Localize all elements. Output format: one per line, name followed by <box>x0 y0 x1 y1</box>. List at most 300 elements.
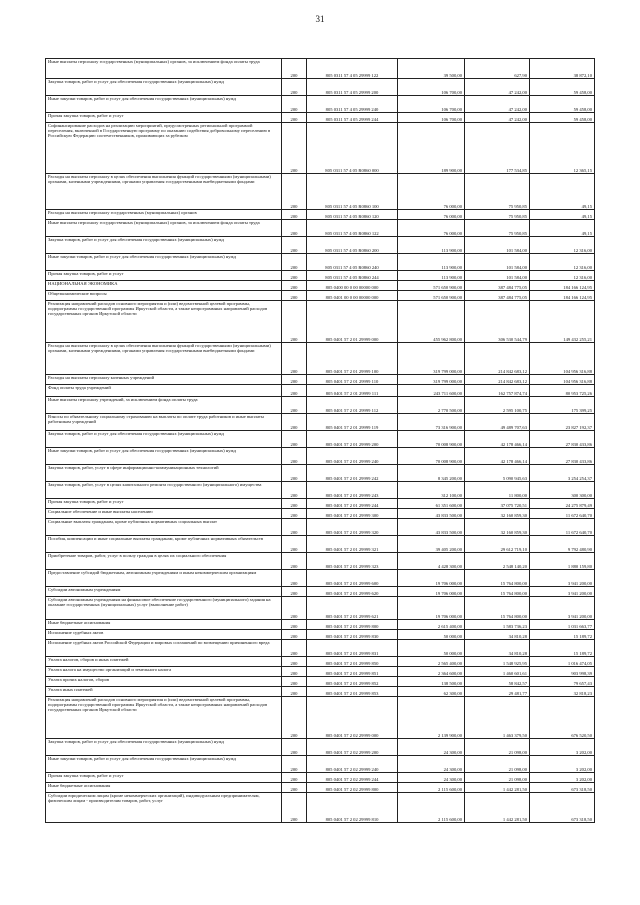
row-code: 200 <box>282 552 307 569</box>
row-code: 200 <box>282 414 307 431</box>
row-approved-amount: 4 428 300,00 <box>398 552 465 569</box>
row-unexecuted-amount: 11 672 640,70 <box>530 518 595 535</box>
table-row <box>46 518 595 535</box>
row-executed-amount: 29 612 719,10 <box>465 535 530 552</box>
row-approved-amount: 2 770 500,00 <box>398 397 465 414</box>
row-unexecuted-amount: 3 202,00 <box>530 738 595 755</box>
row-executed-amount: 387 484 775,05 <box>465 290 530 300</box>
row-code: 200 <box>282 697 307 739</box>
table-row <box>46 792 595 822</box>
row-approved-amount: 2 139 900,00 <box>398 697 465 739</box>
row-classification-code: 805 0401 57 2 01 29999 831 <box>307 640 398 657</box>
row-name: Исполнение судебных актов <box>46 630 282 640</box>
row-code: 200 <box>282 342 307 374</box>
row-classification-code: 805 0401 57 2 02 29999 240 <box>307 755 398 772</box>
row-executed-amount: 214 842 683,12 <box>465 342 530 374</box>
row-name: Закупка товаров, работ, услуг в целях капитального ремонта государственного (муниципального) имущества <box>46 482 282 499</box>
row-approved-amount: 70 008 900,00 <box>398 448 465 465</box>
row-classification-code: 805 0401 57 2 01 29999 200 <box>307 431 398 448</box>
table-row <box>46 586 595 596</box>
row-approved-amount: 61 351 600,00 <box>398 499 465 509</box>
row-code: 200 <box>282 397 307 414</box>
row-name: Прочая закупка товаров, работ и услуг <box>46 271 282 281</box>
table-row <box>46 112 595 122</box>
row-name: Реализация направлений расходов основного мероприятия и (или) ведомственной целевой программы, подпрограммы государственной программы Иркутской области, а также непрограммных направлений расходов государственных органов Иркутской области <box>46 697 282 739</box>
row-executed-amount: 15 764 800,00 <box>465 569 530 586</box>
row-executed-amount: 37 075 720,51 <box>465 499 530 509</box>
row-unexecuted-amount: 104 956 316,88 <box>530 342 595 374</box>
row-unexecuted-amount: 11 672 640,70 <box>530 508 595 518</box>
table-row <box>46 738 595 755</box>
row-executed-amount: 1 463 379,50 <box>465 697 530 739</box>
row-executed-amount: 32 160 859,30 <box>465 518 530 535</box>
row-unexecuted-amount: 673 318,50 <box>530 792 595 822</box>
table-row <box>46 657 595 667</box>
row-code: 200 <box>282 448 307 465</box>
row-executed-amount: 47 242,00 <box>465 78 530 95</box>
table-row <box>46 596 595 620</box>
row-name: Закупка товаров, работ, услуг в сфере информационно-коммуникационных технологий <box>46 465 282 482</box>
row-executed-amount: 75 950,85 <box>465 174 530 210</box>
row-code: 200 <box>282 59 307 79</box>
row-name: Приобретение товаров, работ, услуг в пользу граждан в целях их социального обеспечения <box>46 552 282 569</box>
row-classification-code: 805 0401 57 2 01 29999 110 <box>307 374 398 384</box>
row-unexecuted-amount: 3 202,00 <box>530 772 595 782</box>
row-classification-code: 805 0401 57 2 01 29999 853 <box>307 687 398 697</box>
row-name: Уплата иных платежей <box>46 687 282 697</box>
row-approved-amount: 70 008 900,00 <box>398 431 465 448</box>
row-classification-code: 805 0401 57 2 01 29999 111 <box>307 384 398 397</box>
row-approved-amount: 319 799 000,00 <box>398 374 465 384</box>
row-approved-amount: 113 900,00 <box>398 271 465 281</box>
row-executed-amount: 42 178 466,14 <box>465 448 530 465</box>
table-row <box>46 755 595 772</box>
row-name: Закупка товаров, работ и услуг для обеспечения государственных (муниципальных) нужд <box>46 78 282 95</box>
table-row <box>46 499 595 509</box>
row-unexecuted-amount: 12 316,00 <box>530 254 595 271</box>
table-row <box>46 397 595 414</box>
row-unexecuted-amount: 23 827 192,37 <box>530 414 595 431</box>
row-code: 200 <box>282 122 307 174</box>
table-row <box>46 782 595 792</box>
table-row <box>46 465 595 482</box>
table-row <box>46 482 595 499</box>
row-approved-amount: 43 833 500,00 <box>398 508 465 518</box>
row-approved-amount: 455 962 800,00 <box>398 300 465 342</box>
row-name: Иные закупки товаров, работ и услуг для обеспечения государственных (муниципальных) нужд <box>46 95 282 112</box>
row-name: Иные закупки товаров, работ и услуг для обеспечения государственных (муниципальных) нужд <box>46 755 282 772</box>
row-executed-amount: 32 160 859,30 <box>465 508 530 518</box>
row-classification-code: 805 0401 57 2 01 29999 621 <box>307 596 398 620</box>
row-approved-amount: 24 300,00 <box>398 738 465 755</box>
row-classification-code: 805 0401 57 2 01 29999 852 <box>307 677 398 687</box>
table-row <box>46 342 595 374</box>
row-approved-amount: 8 345 200,00 <box>398 465 465 482</box>
row-unexecuted-amount: 38 872,10 <box>530 59 595 79</box>
row-classification-code: 805 0401 57 2 01 29999 800 <box>307 620 398 630</box>
table-row <box>46 59 595 79</box>
row-approved-amount: 76 000,00 <box>398 210 465 220</box>
row-name: Предоставление субсидий бюджетным, автономным учреждениям и иным некоммерческим организациям <box>46 569 282 586</box>
table-row <box>46 630 595 640</box>
row-code: 200 <box>282 657 307 667</box>
row-approved-amount: 243 711 600,00 <box>398 384 465 397</box>
row-name: Социальные выплаты гражданам, кроме публичных нормативных социальных выплат <box>46 518 282 535</box>
row-unexecuted-amount: 184 166 124,95 <box>530 281 595 291</box>
row-name: Прочая закупка товаров, работ и услуг <box>46 772 282 782</box>
table-row <box>46 220 595 237</box>
table-row <box>46 78 595 95</box>
table-row <box>46 448 595 465</box>
row-classification-code: 805 0401 57 2 01 29999 240 <box>307 448 398 465</box>
row-name: Социальное обеспечение и иные выплаты населению <box>46 508 282 518</box>
row-name: Иные выплаты персоналу государственных (муниципальных) органов, за исключением фонда оплаты труда <box>46 220 282 237</box>
row-unexecuted-amount: 1 031 663,77 <box>530 620 595 630</box>
row-classification-code: 805 0401 57 2 01 29999 600 <box>307 569 398 586</box>
row-approved-amount: 62 300,00 <box>398 687 465 697</box>
row-classification-code: 805 0311 57 4 05 R0860 120 <box>307 210 398 220</box>
row-code: 200 <box>282 281 307 291</box>
row-executed-amount: 101 584,00 <box>465 271 530 281</box>
row-code: 200 <box>282 482 307 499</box>
row-name: Реализация направлений расходов основного мероприятия и (или) ведомственной целевой программы, подпрограммы государственной программы Иркутской области, а также непрограммных направлений расходов государственных органов Иркутской области <box>46 300 282 342</box>
table-row <box>46 95 595 112</box>
row-classification-code: 805 0311 57 4 05 29999 240 <box>307 95 398 112</box>
row-executed-amount: 49 489 707,63 <box>465 414 530 431</box>
row-unexecuted-amount: 673 318,50 <box>530 782 595 792</box>
row-executed-amount: 1 460 601,61 <box>465 667 530 677</box>
table-row <box>46 667 595 677</box>
row-executed-amount: 2 595 100,75 <box>465 397 530 414</box>
row-classification-code: 805 0401 57 2 01 29999 830 <box>307 630 398 640</box>
row-name: Расходы на выплаты персоналу государственных (муниципальных) органов <box>46 210 282 220</box>
row-executed-amount: 34 810,28 <box>465 640 530 657</box>
row-executed-amount: 29 481,77 <box>465 687 530 697</box>
row-approved-amount: 39 405 200,00 <box>398 535 465 552</box>
row-name: Иные закупки товаров, работ и услуг для обеспечения государственных (муниципальных) нужд <box>46 254 282 271</box>
row-classification-code: 805 0401 57 2 01 29999 244 <box>307 499 398 509</box>
row-classification-code: 805 0401 00 0 00 00000 000 <box>307 290 398 300</box>
row-executed-amount: 101 584,00 <box>465 254 530 271</box>
row-code: 200 <box>282 271 307 281</box>
table-row <box>46 569 595 586</box>
row-code: 200 <box>282 677 307 687</box>
row-classification-code: 805 0401 57 2 01 29999 100 <box>307 342 398 374</box>
row-code: 200 <box>282 465 307 482</box>
row-approved-amount: 113 900,00 <box>398 254 465 271</box>
row-classification-code: 805 0401 57 2 01 29999 320 <box>307 518 398 535</box>
table-row <box>46 237 595 254</box>
row-classification-code: 805 0401 57 2 02 29999 800 <box>307 782 398 792</box>
row-code: 200 <box>282 792 307 822</box>
row-approved-amount: 106 700,00 <box>398 112 465 122</box>
row-approved-amount: 50 000,00 <box>398 630 465 640</box>
row-code: 200 <box>282 569 307 586</box>
table-row <box>46 508 595 518</box>
table-row <box>46 687 595 697</box>
budget-table-body <box>46 59 595 823</box>
row-code: 200 <box>282 782 307 792</box>
row-name: Иные выплаты персоналу учреждений, за исключением фонда оплаты труда <box>46 397 282 414</box>
row-code: 200 <box>282 535 307 552</box>
row-code: 200 <box>282 374 307 384</box>
table-row <box>46 300 595 342</box>
table-row <box>46 772 595 782</box>
row-classification-code: 805 0311 57 4 05 R0860 000 <box>307 122 398 174</box>
row-name: НАЦИОНАЛЬНАЯ ЭКОНОМИКА <box>46 281 282 291</box>
row-executed-amount: 1 548 925,95 <box>465 657 530 667</box>
row-classification-code: 805 0401 57 2 01 29999 323 <box>307 552 398 569</box>
row-classification-code: 805 0400 00 0 00 00000 000 <box>307 281 398 291</box>
row-approved-amount: 19 706 000,00 <box>398 596 465 620</box>
row-unexecuted-amount: 12 316,00 <box>530 271 595 281</box>
row-approved-amount: 2 115 600,00 <box>398 782 465 792</box>
row-executed-amount: 47 242,00 <box>465 95 530 112</box>
row-classification-code: 805 0311 57 4 05 R0860 122 <box>307 220 398 237</box>
row-code: 200 <box>282 210 307 220</box>
row-name: Уплата прочих налогов, сборов <box>46 677 282 687</box>
row-code: 200 <box>282 220 307 237</box>
row-unexecuted-amount: 3 202,00 <box>530 755 595 772</box>
table-row <box>46 431 595 448</box>
row-code: 200 <box>282 772 307 782</box>
row-unexecuted-amount: 184 166 124,95 <box>530 290 595 300</box>
row-classification-code: 805 0401 57 2 01 29999 112 <box>307 397 398 414</box>
row-executed-amount: 2 548 140,20 <box>465 552 530 569</box>
row-classification-code: 805 0401 57 2 01 29999 321 <box>307 535 398 552</box>
table-row <box>46 290 595 300</box>
row-classification-code: 805 0401 57 2 01 29999 850 <box>307 657 398 667</box>
row-unexecuted-amount: 15 189,72 <box>530 640 595 657</box>
row-classification-code: 805 0401 57 2 01 29999 620 <box>307 586 398 596</box>
row-name: Пособия, компенсации и иные социальные выплаты гражданам, кроме публичных нормативных обязательств <box>46 535 282 552</box>
row-executed-amount: 42 178 466,14 <box>465 431 530 448</box>
row-approved-amount: 39 500,00 <box>398 59 465 79</box>
row-unexecuted-amount: 27 830 433,86 <box>530 431 595 448</box>
row-classification-code: 805 0401 57 2 02 29999 244 <box>307 772 398 782</box>
row-executed-amount: 627,90 <box>465 59 530 79</box>
row-unexecuted-amount: 3 941 200,00 <box>530 569 595 586</box>
table-row <box>46 210 595 220</box>
row-approved-amount: 50 000,00 <box>398 640 465 657</box>
table-row <box>46 697 595 739</box>
row-unexecuted-amount: 175 399,25 <box>530 397 595 414</box>
row-approved-amount: 76 000,00 <box>398 174 465 210</box>
row-code: 200 <box>282 586 307 596</box>
table-row <box>46 677 595 687</box>
row-approved-amount: 2 115 600,00 <box>398 792 465 822</box>
row-approved-amount: 312 100,00 <box>398 482 465 499</box>
row-approved-amount: 73 316 900,00 <box>398 414 465 431</box>
row-classification-code: 805 0401 57 2 01 29999 300 <box>307 508 398 518</box>
budget-table <box>45 58 595 823</box>
row-unexecuted-amount: 49,15 <box>530 220 595 237</box>
row-approved-amount: 113 900,00 <box>398 237 465 254</box>
row-code: 200 <box>282 254 307 271</box>
page-number: 31 <box>315 14 325 24</box>
row-executed-amount: 75 950,85 <box>465 210 530 220</box>
row-executed-amount: 58 842,57 <box>465 677 530 687</box>
row-executed-amount: 11 800,00 <box>465 482 530 499</box>
row-name: Исполнение судебных актов Российской Федерации и мировых соглашений по возмещению причиненного вреда <box>46 640 282 657</box>
row-approved-amount: 2 364 600,00 <box>398 667 465 677</box>
row-name: Уплата налогов, сборов и иных платежей <box>46 657 282 667</box>
row-unexecuted-amount: 80 953 725,26 <box>530 384 595 397</box>
row-executed-amount: 15 764 800,00 <box>465 596 530 620</box>
row-name: Взносы по обязательному социальному страхованию на выплаты по оплате труда работников и иные выплаты работникам учреждений <box>46 414 282 431</box>
row-approved-amount: 24 300,00 <box>398 772 465 782</box>
row-classification-code: 805 0401 57 2 01 29999 851 <box>307 667 398 677</box>
row-name: Расходы на выплаты персоналу казенных учреждений <box>46 374 282 384</box>
row-name: Софинансирование расходов на реализацию мероприятий, предусмотренных региональной программой переселения, включенной в Государственную программу по оказанию содействия добровольному переселению в Российскую Федерацию соотечественников, проживающих за рубежом <box>46 122 282 174</box>
row-executed-amount: 75 950,85 <box>465 220 530 237</box>
row-classification-code: 805 0311 57 4 05 29999 244 <box>307 112 398 122</box>
row-name: Субсидии юридическим лицам (кроме некоммерческих организаций), индивидуальным предпринимателям, физическим лицам - производителям товаров, работ, услуг <box>46 792 282 822</box>
row-unexecuted-amount: 12 316,00 <box>530 237 595 254</box>
row-approved-amount: 319 799 000,00 <box>398 342 465 374</box>
row-name: Прочая закупка товаров, работ и услуг <box>46 112 282 122</box>
row-unexecuted-amount: 104 956 316,88 <box>530 374 595 384</box>
row-name: Общеэкономические вопросы <box>46 290 282 300</box>
row-name: Расходы на выплаты персоналу в целях обеспечения выполнения функций государственными (муниципальными) органами, казенными учреждениями, органами управления государственными внебюджетными фондами <box>46 174 282 210</box>
row-name: Закупка товаров, работ и услуг для обеспечения государственных (муниципальных) нужд <box>46 738 282 755</box>
row-code: 200 <box>282 384 307 397</box>
row-executed-amount: 1 442 281,50 <box>465 792 530 822</box>
row-approved-amount: 19 706 000,00 <box>398 586 465 596</box>
row-executed-amount: 101 584,00 <box>465 237 530 254</box>
row-executed-amount: 34 810,28 <box>465 630 530 640</box>
row-classification-code: 805 0311 57 4 05 R0860 244 <box>307 271 398 281</box>
row-executed-amount: 306 530 544,79 <box>465 300 530 342</box>
row-unexecuted-amount: 49,15 <box>530 174 595 210</box>
row-unexecuted-amount: 3 941 200,00 <box>530 596 595 620</box>
row-code: 200 <box>282 738 307 755</box>
row-approved-amount: 106 700,00 <box>398 95 465 112</box>
table-row <box>46 384 595 397</box>
row-unexecuted-amount: 27 830 433,86 <box>530 448 595 465</box>
row-approved-amount: 2 565 400,00 <box>398 657 465 667</box>
row-unexecuted-amount: 903 998,39 <box>530 667 595 677</box>
row-unexecuted-amount: 3 254 254,37 <box>530 465 595 482</box>
row-unexecuted-amount: 15 189,72 <box>530 630 595 640</box>
table-row <box>46 640 595 657</box>
row-approved-amount: 571 650 900,00 <box>398 290 465 300</box>
row-code: 200 <box>282 237 307 254</box>
row-code: 200 <box>282 174 307 210</box>
row-code: 200 <box>282 755 307 772</box>
row-unexecuted-amount: 300 300,00 <box>530 482 595 499</box>
row-approved-amount: 19 706 000,00 <box>398 569 465 586</box>
row-executed-amount: 47 242,00 <box>465 112 530 122</box>
row-approved-amount: 76 000,00 <box>398 220 465 237</box>
table-row <box>46 271 595 281</box>
row-unexecuted-amount: 9 792 480,90 <box>530 535 595 552</box>
row-unexecuted-amount: 1 880 159,80 <box>530 552 595 569</box>
row-executed-amount: 177 534,85 <box>465 122 530 174</box>
row-code: 200 <box>282 112 307 122</box>
row-unexecuted-amount: 59 458,00 <box>530 78 595 95</box>
row-unexecuted-amount: 149 432 255,21 <box>530 300 595 342</box>
table-row <box>46 414 595 431</box>
table-row <box>46 620 595 630</box>
row-name: Уплата налога на имущество организаций и земельного налога <box>46 667 282 677</box>
row-unexecuted-amount: 24 275 879,49 <box>530 499 595 509</box>
row-unexecuted-amount: 12 365,15 <box>530 122 595 174</box>
row-name: Закупка товаров, работ и услуг для обеспечения государственных (муниципальных) нужд <box>46 237 282 254</box>
row-classification-code: 805 0401 57 2 01 29999 119 <box>307 414 398 431</box>
row-name: Субсидии автономным учреждениям <box>46 586 282 596</box>
row-name: Иные закупки товаров, работ и услуг для обеспечения государственных (муниципальных) нужд <box>46 448 282 465</box>
row-classification-code: 805 0311 57 4 05 R0860 240 <box>307 254 398 271</box>
row-executed-amount: 21 098,00 <box>465 738 530 755</box>
row-code: 200 <box>282 630 307 640</box>
row-code: 200 <box>282 300 307 342</box>
table-row <box>46 552 595 569</box>
row-executed-amount: 15 764 800,00 <box>465 586 530 596</box>
row-code: 200 <box>282 431 307 448</box>
row-code: 200 <box>282 95 307 112</box>
row-code: 200 <box>282 78 307 95</box>
table-row <box>46 374 595 384</box>
row-approved-amount: 138 500,00 <box>398 677 465 687</box>
row-classification-code: 805 0311 57 4 05 29999 200 <box>307 78 398 95</box>
table-row <box>46 535 595 552</box>
row-classification-code: 805 0311 57 4 05 R0860 100 <box>307 174 398 210</box>
row-code: 200 <box>282 499 307 509</box>
row-executed-amount: 1 442 281,50 <box>465 782 530 792</box>
row-approved-amount: 2 615 400,00 <box>398 620 465 630</box>
row-code: 200 <box>282 290 307 300</box>
row-name: Иные выплаты персоналу государственных (муниципальных) органов, за исключением фонда оплаты труда <box>46 59 282 79</box>
row-code: 200 <box>282 667 307 677</box>
row-name: Фонд оплаты труда учреждений <box>46 384 282 397</box>
row-executed-amount: 214 842 683,12 <box>465 374 530 384</box>
row-code: 200 <box>282 508 307 518</box>
row-unexecuted-amount: 1 016 474,05 <box>530 657 595 667</box>
row-classification-code: 805 0311 57 4 05 R0860 200 <box>307 237 398 254</box>
row-unexecuted-amount: 59 458,00 <box>530 112 595 122</box>
row-code: 200 <box>282 596 307 620</box>
table-row <box>46 254 595 271</box>
row-approved-amount: 24 300,00 <box>398 755 465 772</box>
table-row <box>46 281 595 291</box>
row-executed-amount: 21 098,00 <box>465 772 530 782</box>
row-approved-amount: 43 833 500,00 <box>398 518 465 535</box>
row-approved-amount: 106 700,00 <box>398 78 465 95</box>
row-name: Закупка товаров, работ и услуг для обеспечения государственных (муниципальных) нужд <box>46 431 282 448</box>
row-approved-amount: 189 900,00 <box>398 122 465 174</box>
row-executed-amount: 1 583 736,23 <box>465 620 530 630</box>
row-unexecuted-amount: 3 941 200,00 <box>530 586 595 596</box>
row-classification-code: 805 0401 57 2 01 29999 243 <box>307 482 398 499</box>
row-name: Субсидии автономным учреждениям на финансовое обеспечение государственного (муниципального) задания на оказание государственных (муниципальных) услуг (выполнение работ) <box>46 596 282 620</box>
table-row <box>46 174 595 210</box>
row-classification-code: 805 0401 57 2 02 29999 000 <box>307 697 398 739</box>
row-classification-code: 805 0401 57 2 02 29999 810 <box>307 792 398 822</box>
row-unexecuted-amount: 49,15 <box>530 210 595 220</box>
row-name: Расходы на выплаты персоналу в целях обеспечения выполнения функций государственными (муниципальными) органами, казенными учреждениями, органами управления государственными внебюджетными фондами <box>46 342 282 374</box>
row-classification-code: 805 0401 57 2 01 29999 000 <box>307 300 398 342</box>
row-approved-amount: 571 650 900,00 <box>398 281 465 291</box>
row-executed-amount: 162 757 874,74 <box>465 384 530 397</box>
row-unexecuted-amount: 59 458,00 <box>530 95 595 112</box>
row-code: 200 <box>282 518 307 535</box>
row-executed-amount: 21 098,00 <box>465 755 530 772</box>
row-executed-amount: 387 484 775,05 <box>465 281 530 291</box>
row-classification-code: 805 0401 57 2 02 29999 200 <box>307 738 398 755</box>
row-classification-code: 805 0401 57 2 01 29999 242 <box>307 465 398 482</box>
row-name: Прочая закупка товаров, работ и услуг <box>46 499 282 509</box>
